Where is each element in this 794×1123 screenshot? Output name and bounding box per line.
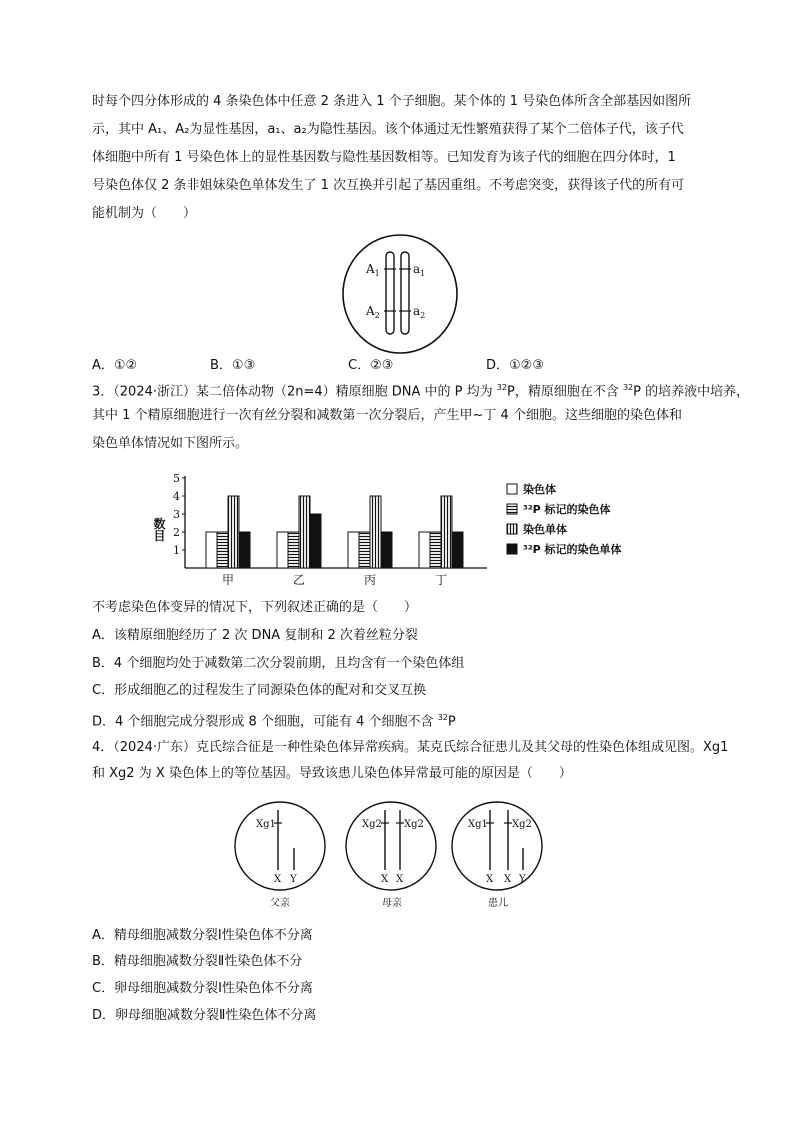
child-chrom-x1: X [486, 874, 494, 885]
mother-caption: 母亲 [382, 898, 402, 909]
mother-gene-label-1: Xg2 [362, 819, 382, 830]
y-tick-label: 5 [173, 472, 180, 485]
x-tick-label: 乙 [293, 573, 306, 587]
child-gene-label-2: Xg2 [512, 819, 532, 830]
bar-1-1 [206, 532, 217, 568]
child-cell [452, 802, 542, 909]
x-tick-label: 丙 [364, 573, 377, 587]
q3-line-1: 3．（2024·浙江）某二倍体动物（2n=4）精原细胞 DNA 中的 P 均为 $^{32}$P，精原细胞在不含 $^{32}$P 的培养液中培养， [92, 383, 750, 400]
legend-swatch [507, 544, 517, 554]
y-tick-label: 2 [173, 526, 180, 539]
q4-cells-figure [232, 800, 544, 912]
child-chrom-y: Y [519, 874, 526, 885]
father-cell [235, 802, 325, 909]
q4-line-2: 和 Xg2 为 X 染色体上的等位基因。导致该患儿染色体异常最可能的原因是（ ） [92, 766, 572, 781]
chromosome-left [386, 252, 394, 334]
x-tick-label: 丁 [435, 573, 448, 587]
bar-2-2 [288, 532, 299, 568]
bar-4-4 [452, 532, 463, 568]
gene-label-a1: $a_1$ [413, 262, 426, 278]
father-chrom-x: X [274, 874, 282, 885]
y-axis-label: 数目 [152, 517, 166, 542]
x-tick-label: 甲 [222, 573, 235, 587]
mother-chrom-x2: X [396, 874, 404, 885]
father-chrom-y: Y [290, 874, 297, 885]
q3-line-3: 染色单体情况如下图所示。 [92, 436, 249, 451]
bar-4-1 [419, 532, 430, 568]
bar-3-4 [381, 532, 392, 568]
bar-3-1 [348, 532, 359, 568]
q2-line-2: 示，其中 A₁、A₂为显性基因，a₁、a₂为隐性基因。该个体通过无性繁殖获得了某个二倍体子代，该子代 [92, 122, 684, 137]
q2-line-1: 时每个四分体形成的 4 条染色体中任意 2 条进入 1 个子细胞。某个体的 1 号染色体所含全部基因如图所 [92, 94, 692, 109]
y-tick-label: 4 [173, 490, 180, 503]
gene-label-a2: $a_2$ [413, 304, 426, 320]
child-caption: 患儿 [488, 898, 508, 909]
legend-swatch [507, 484, 517, 494]
chromosome-right [401, 252, 409, 334]
mother-chrom-x1: X [381, 874, 389, 885]
bar-4-2 [430, 532, 441, 568]
q4-line-1: 4．（2024·广东）克氏综合征是一种性染色体异常疾病。某克氏综合征患儿及其父母的性染色体组成见图。Xg1 [92, 740, 729, 755]
legend-label: ³²P 标记的染色体 [523, 503, 611, 516]
y-tick-label: 3 [173, 508, 180, 521]
q3-option-b[interactable]: B．4 个细胞均处于减数第二次分裂前期，且均含有一个染色体组 [92, 656, 465, 671]
legend-swatch [507, 524, 517, 534]
bar-4-3 [441, 496, 452, 568]
q3-bar-chart [152, 466, 655, 590]
cell-membrane [343, 235, 457, 353]
q2-line-5: 能机制为（ ） [92, 206, 197, 221]
bar-1-4 [239, 532, 250, 568]
q3-option-a[interactable]: A．该精原细胞经历了 2 次 DNA 复制和 2 次着丝粒分裂 [92, 628, 418, 643]
q2-cell-figure [340, 232, 460, 356]
q3-option-d[interactable]: D．4 个细胞完成分裂形成 8 个细胞，可能有 4 个细胞不含 $^{32}$P [92, 713, 456, 730]
legend-label: 染色体 [523, 483, 556, 496]
gene-label-A2: $A_2$ [366, 304, 380, 320]
child-gene-label-1: Xg1 [468, 819, 488, 830]
gene-label-A1: $A_1$ [366, 262, 380, 278]
legend-swatch [507, 504, 517, 514]
father-gene-label: Xg1 [256, 819, 276, 830]
legend-label: 染色单体 [523, 523, 567, 536]
q4-option-a[interactable]: A．精母细胞减数分裂Ⅰ性染色体不分离 [92, 928, 313, 943]
child-chrom-x2: X [504, 874, 512, 885]
bar-1-3 [228, 496, 239, 568]
q2-option-c[interactable]: C．②③ [348, 358, 394, 373]
mother-gene-label-2: Xg2 [404, 819, 424, 830]
q2-line-4: 号染色体仅 2 条非姐妹染色单体发生了 1 次互换并引起了基因重组。不考虑突变，获得该子代的所有可 [92, 178, 685, 193]
bar-1-2 [217, 532, 228, 568]
bar-2-4 [310, 514, 321, 568]
q2-option-a[interactable]: A．①② [92, 358, 138, 373]
bar-3-3 [370, 496, 381, 568]
q2-line-3: 体细胞中所有 1 号染色体上的显性基因数与隐性基因数相等。已知发育为该子代的细胞在四分体时，1 [92, 150, 676, 165]
father-caption: 父亲 [270, 898, 290, 909]
bar-2-3 [299, 496, 310, 568]
q3-line-2: 其中 1 个精原细胞进行一次有丝分裂和减数第一次分裂后，产生甲~丁 4 个细胞。这些细胞的染色体和 [92, 408, 682, 423]
q2-option-b[interactable]: B．①③ [210, 358, 256, 373]
q3-option-c[interactable]: C．形成细胞乙的过程发生了同源染色体的配对和交叉互换 [92, 683, 427, 698]
q4-option-d[interactable]: D．卵母细胞减数分裂Ⅱ性染色体不分离 [92, 1008, 317, 1023]
y-tick-label: 1 [173, 544, 180, 557]
q3-question: 不考虑染色体变异的情况下，下列叙述正确的是（ ） [92, 600, 418, 615]
q4-option-c[interactable]: C．卵母细胞减数分裂Ⅰ性染色体不分离 [92, 981, 313, 996]
q2-option-d[interactable]: D．①②③ [486, 358, 544, 373]
mother-cell [346, 802, 436, 909]
bar-3-2 [359, 532, 370, 568]
q4-option-b[interactable]: B．精母细胞减数分裂Ⅱ性染色体不分 [92, 954, 303, 969]
legend-label: ³²P 标记的染色单体 [523, 543, 622, 556]
bar-2-1 [277, 532, 288, 568]
